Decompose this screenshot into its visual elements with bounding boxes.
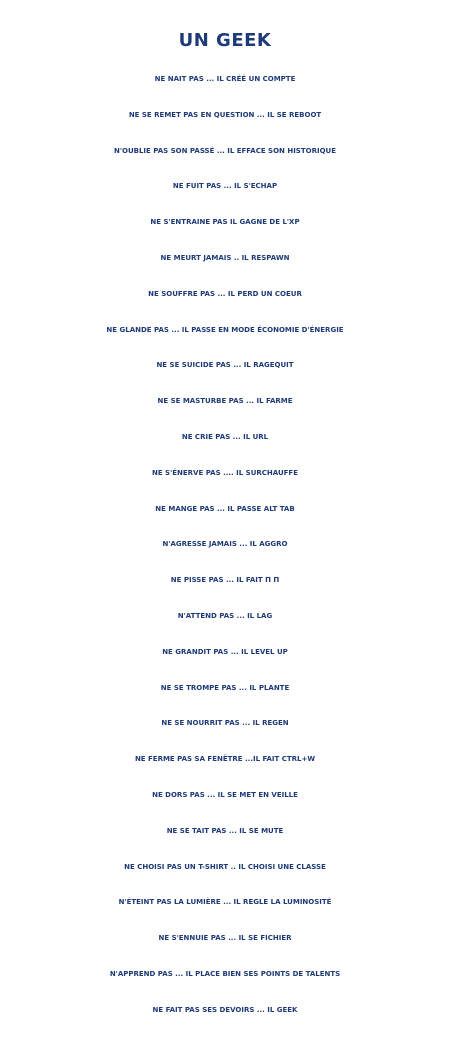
- poem-line: NE FERME PAS SA FENÊTRE ...IL FAIT CTRL+W: [134, 755, 316, 764]
- poem-line: NE MANGE PAS ... IL PASSE ALT TAB: [155, 504, 295, 513]
- poem-line: N'ATTEND PAS ... IL LAG: [177, 611, 273, 620]
- poem-line: NE SE NOURRIT PAS ... IL REGEN: [161, 719, 289, 728]
- poem-line: NE PISSE PAS ... IL FAIT Π Π: [170, 576, 280, 585]
- poem-line: NE CHOISI PAS UN T-SHIRT .. IL CHOISI UNE CLASSE: [124, 862, 326, 871]
- poem-line: N'OUBLIE PAS SON PASSÉ ... IL EFFACE SON HISTORIQUE: [114, 146, 336, 155]
- poem-lines: [0, 68, 450, 1035]
- poem-line: NE MEURT JAMAIS .. IL RESPAWN: [160, 253, 290, 262]
- page-title: UN GEEK: [178, 30, 272, 51]
- poem-line: NE DORS PAS ... IL SE MET EN VEILLE: [152, 790, 298, 799]
- poem-line: N'ÉTEINT PAS LA LUMIÈRE ... IL REGLE LA LUMINOSITÉ: [118, 898, 332, 907]
- poem-line: NE SE REMET PAS EN QUESTION ... IL SE REBOOT: [128, 110, 322, 119]
- poem-line: NE FUIT PAS ... IL S'ECHAP: [172, 182, 278, 191]
- poem-line: NE GLANDE PAS ... IL PASSE EN MODE ÉCONOMIE D'ÉNERGIE: [106, 325, 344, 334]
- poem-line: NE SE MASTURBE PAS ... IL FARME: [157, 397, 293, 406]
- poem-line: N'APPREND PAS ... IL PLACE BIEN SES POINTS DE TALENTS: [109, 969, 341, 978]
- poem-line: NE SE TROMPE PAS ... IL PLANTE: [160, 683, 290, 692]
- poem-line: NE CRIE PAS ... IL URL: [181, 432, 269, 441]
- poem-line: NE S'ÉNERVE PAS .... IL SURCHAUFFE: [151, 468, 298, 477]
- poem-line: NE S'ENTRAINE PAS IL GAGNE DE L'XP: [150, 218, 300, 227]
- poem-line: NE SOUFFRE PAS ... IL PERD UN COEUR: [148, 289, 302, 298]
- poem-line: NE NAIT PAS ... IL CRÉÉ UN COMPTE: [154, 75, 296, 83]
- poem-line: N'AGRESSE JAMAIS ... IL AGGRO: [162, 540, 288, 549]
- poem-line: NE GRANDIT PAS ... IL LEVEL UP: [162, 647, 288, 656]
- poem-line: NE SE TAIT PAS ... IL SE MUTE: [166, 826, 284, 835]
- poem-line: NE SE SUICIDE PAS ... IL RAGEQUIT: [156, 361, 294, 370]
- poem-line: NE S'ENNUIE PAS ... IL SE FICHIER: [158, 934, 292, 943]
- poem-line: NE FAIT PAS SES DEVOIRS ... IL GEEK: [152, 1005, 298, 1014]
